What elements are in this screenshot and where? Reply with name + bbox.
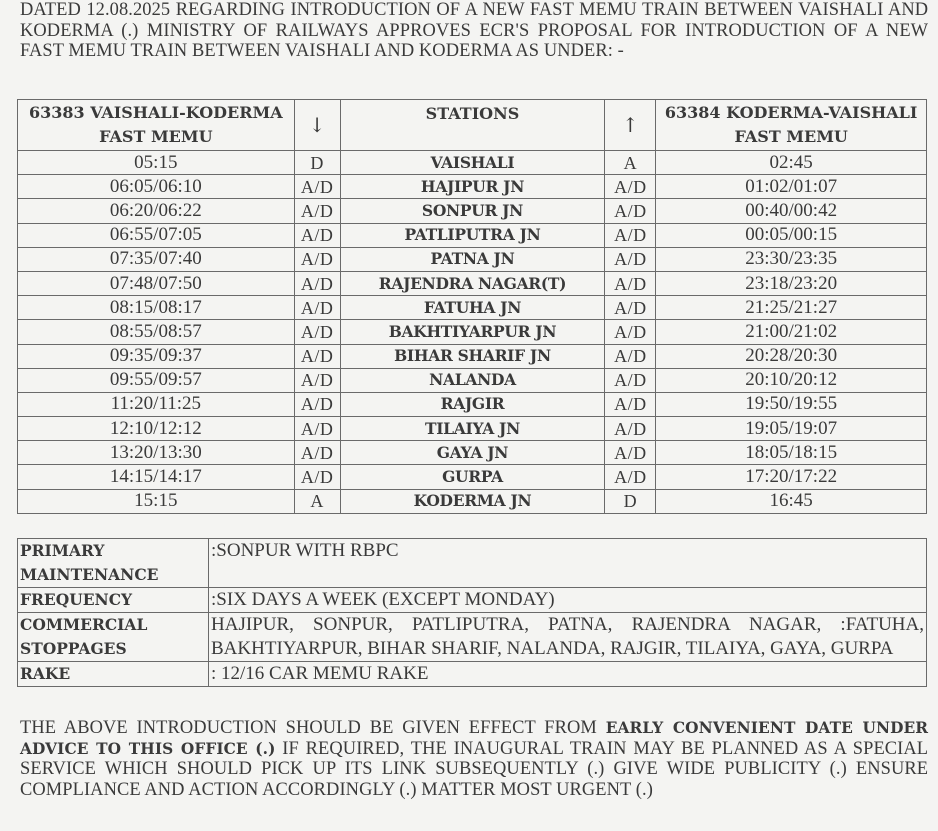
up-time-cell: 02:45	[656, 151, 927, 175]
timetable-row	[18, 392, 927, 416]
station-cell: FATUHA JN	[340, 296, 605, 320]
down-time-cell: 06:55/07:05	[18, 223, 295, 247]
up-time-cell: 21:25/21:27	[656, 296, 927, 320]
header-stations: STATIONS	[340, 100, 605, 151]
frequency-label: FREQUENCY	[18, 588, 209, 613]
rake-value: : 12/16 CAR MEMU RAKE	[209, 662, 927, 687]
down-time-cell: 11:20/11:25	[18, 392, 295, 416]
station-cell: TILAIYA JN	[340, 417, 605, 441]
timetable-header-row	[18, 100, 927, 151]
timetable-row	[18, 489, 927, 513]
outro-text-1: THE ABOVE INTRODUCTION SHOULD BE GIVEN EFFECT FROM	[20, 717, 606, 738]
up-time-cell: 00:40/00:42	[656, 199, 927, 223]
down-code-cell: A/D	[294, 441, 340, 465]
outro-bold-text: EARLY CONVENIENT DATE UNDER ADVICE TO THIS OFFICE (.)	[20, 718, 929, 758]
frequency-value: :SIX DAYS A WEEK (EXCEPT MONDAY)	[209, 588, 927, 613]
station-cell: GAYA JN	[340, 441, 605, 465]
info-table	[17, 538, 927, 687]
up-time-cell: 23:18/23:20	[656, 271, 927, 295]
up-code-cell: D	[605, 489, 656, 513]
station-cell: PATNA JN	[340, 247, 605, 271]
timetable-row	[18, 199, 927, 223]
down-code-cell: A/D	[294, 296, 340, 320]
up-code-cell: A/D	[605, 296, 656, 320]
timetable-row	[18, 344, 927, 368]
info-row-frequency	[18, 588, 927, 613]
down-code-cell: A/D	[294, 465, 340, 489]
timetable-row	[18, 175, 927, 199]
up-time-cell: 20:10/20:12	[656, 368, 927, 392]
down-code-cell: A/D	[294, 392, 340, 416]
down-time-cell: 15:15	[18, 489, 295, 513]
down-time-cell: 08:55/08:57	[18, 320, 295, 344]
down-code-cell: A/D	[294, 271, 340, 295]
station-cell: GURPA	[340, 465, 605, 489]
down-code-cell: A/D	[294, 223, 340, 247]
down-code-cell: A	[294, 489, 340, 513]
down-code-cell: A/D	[294, 320, 340, 344]
station-cell: SONPUR JN	[340, 199, 605, 223]
header-up-train: 63384 KODERMA-VAISHALI FAST MEMU	[656, 100, 927, 151]
timetable	[17, 99, 927, 514]
down-code-cell: A/D	[294, 199, 340, 223]
up-time-cell: 19:50/19:55	[656, 392, 927, 416]
up-code-cell: A/D	[605, 465, 656, 489]
up-time-cell: 16:45	[656, 489, 927, 513]
station-cell: PATLIPUTRA JN	[340, 223, 605, 247]
station-cell: BIHAR SHARIF JN	[340, 344, 605, 368]
down-code-cell: A/D	[294, 417, 340, 441]
down-code-cell: D	[294, 151, 340, 175]
up-code-cell: A/D	[605, 392, 656, 416]
timetable-row	[18, 320, 927, 344]
up-code-cell: A/D	[605, 320, 656, 344]
station-cell: VAISHALI	[340, 151, 605, 175]
up-code-cell: A/D	[605, 368, 656, 392]
down-time-cell: 14:15/14:17	[18, 465, 295, 489]
station-cell: RAJENDRA NAGAR(T)	[340, 271, 605, 295]
down-time-cell: 13:20/13:30	[18, 441, 295, 465]
down-time-cell: 12:10/12:12	[18, 417, 295, 441]
up-code-cell: A	[605, 151, 656, 175]
up-code-cell: A/D	[605, 247, 656, 271]
commercial-stoppages-value: HAJIPUR, SONPUR, PATLIPUTRA, PATNA, RAJENDRA NAGAR, :FATUHA, BAKHTIYARPUR, BIHAR SHARIF, NALANDA, RAJGIR, TILAIYA, GAYA, GURPA	[209, 613, 927, 662]
up-time-cell: 21:00/21:02	[656, 320, 927, 344]
info-row-rake	[18, 662, 927, 687]
timetable-row	[18, 417, 927, 441]
info-row-primary-maintenance	[18, 539, 927, 588]
down-arrow-icon: ↓	[294, 100, 340, 151]
up-code-cell: A/D	[605, 175, 656, 199]
timetable-row	[18, 296, 927, 320]
up-code-cell: A/D	[605, 223, 656, 247]
station-cell: HAJIPUR JN	[340, 175, 605, 199]
timetable-row	[18, 271, 927, 295]
down-time-cell: 06:05/06:10	[18, 175, 295, 199]
primary-maintenance-value: :SONPUR WITH RBPC	[209, 539, 927, 588]
up-time-cell: 23:30/23:35	[656, 247, 927, 271]
up-time-cell: 20:28/20:30	[656, 344, 927, 368]
up-code-cell: A/D	[605, 199, 656, 223]
up-code-cell: A/D	[605, 271, 656, 295]
up-time-cell: 18:05/18:15	[656, 441, 927, 465]
down-code-cell: A/D	[294, 175, 340, 199]
timetable-row	[18, 223, 927, 247]
up-arrow-icon: ↑	[605, 100, 656, 151]
station-cell: RAJGIR	[340, 392, 605, 416]
up-time-cell: 17:20/17:22	[656, 465, 927, 489]
down-time-cell: 07:48/07:50	[18, 271, 295, 295]
down-time-cell: 06:20/06:22	[18, 199, 295, 223]
outro-paragraph	[20, 718, 928, 800]
intro-paragraph: DATED 12.08.2025 REGARDING INTRODUCTION OF A NEW FAST MEMU TRAIN BETWEEN VAISHALI AND KODERMA (.) MINISTRY OF RAILWAYS APPROVES ECR'S PROPOSAL FOR INTRODUCTION OF A NEW FAST MEMU TRAIN BETWEEN VAISHALI AND KODERMA AS UNDER: -	[20, 0, 929, 61]
timetable-row	[18, 368, 927, 392]
station-cell: BAKHTIYARPUR JN	[340, 320, 605, 344]
station-cell: KODERMA JN	[340, 489, 605, 513]
up-time-cell: 01:02/01:07	[656, 175, 927, 199]
timetable-row	[18, 465, 927, 489]
up-time-cell: 00:05/00:15	[656, 223, 927, 247]
timetable-row	[18, 441, 927, 465]
timetable-row	[18, 247, 927, 271]
up-code-cell: A/D	[605, 344, 656, 368]
info-row-commercial-stoppages	[18, 613, 927, 662]
up-code-cell: A/D	[605, 417, 656, 441]
up-time-cell: 19:05/19:07	[656, 417, 927, 441]
up-code-cell: A/D	[605, 441, 656, 465]
down-time-cell: 05:15	[18, 151, 295, 175]
down-code-cell: A/D	[294, 247, 340, 271]
down-time-cell: 09:35/09:37	[18, 344, 295, 368]
down-code-cell: A/D	[294, 344, 340, 368]
down-time-cell: 09:55/09:57	[18, 368, 295, 392]
down-time-cell: 07:35/07:40	[18, 247, 295, 271]
outro-text-2: IF REQUIRED, THE INAUGURAL TRAIN MAY BE PLANNED AS A SPECIAL SERVICE WHICH SHOULD PICK UP ITS LINK SUBSEQUENTLY (.) GIVE WIDE PUBLICITY (.) ENSURE COMPLIANCE AND ACTION ACCORDINGLY (.) MATTER MOST URGENT (.)	[20, 737, 929, 800]
primary-maintenance-label: PRIMARY MAINTENANCE	[18, 539, 209, 588]
down-code-cell: A/D	[294, 368, 340, 392]
header-down-train: 63383 VAISHALI-KODERMA FAST MEMU	[18, 100, 295, 151]
station-cell: NALANDA	[340, 368, 605, 392]
timetable-row	[18, 151, 927, 175]
down-time-cell: 08:15/08:17	[18, 296, 295, 320]
rake-label: RAKE	[18, 662, 209, 687]
commercial-stoppages-label: COMMERCIAL STOPPAGES	[18, 613, 209, 662]
